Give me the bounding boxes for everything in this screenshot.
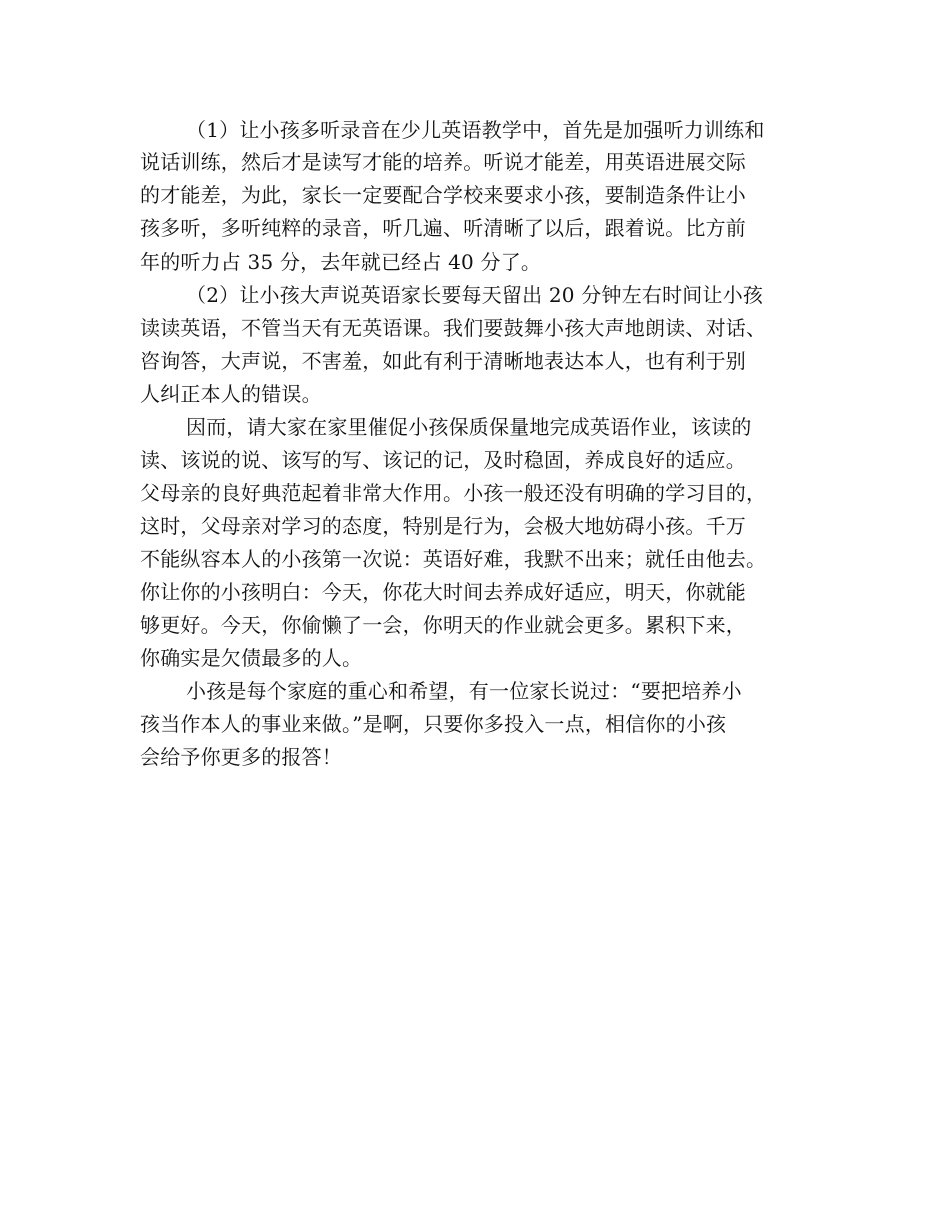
paragraph-3-line-3: 父母亲的良好典范起着非常大作用。小孩一般还没有明确的学习目的， <box>140 481 767 505</box>
paragraph-2-line-3: 咨询答，大声说，不害羞，如此有利于清晰地表达本人，也有利于别 <box>140 349 746 373</box>
paragraph-3-line-5: 不能纵容本人的小孩第一次说：英语好难，我默不出来；就任由他去。 <box>140 547 767 571</box>
paragraph-1-line-2: 说话训练，然后才是读写才能的培养。听说才能差，用英语进展交际 <box>140 150 746 174</box>
paragraph-2-line-2: 读读英语，不管当天有无英语课。我们要鼓舞小孩大声地朗读、对话、 <box>140 316 767 340</box>
paragraph-3-line-7: 够更好。今天，你偷懒了一会，你明天的作业就会更多。累积下来， <box>140 613 746 637</box>
paragraph-3-line-2: 读、该说的说、该写的写、该记的记，及时稳固，养成良好的适应。 <box>140 448 746 472</box>
paragraph-3-line-6: 你让你的小孩明白：今天，你花大时间去养成好适应，明天，你就能 <box>140 580 746 604</box>
paragraph-2-line-4: 人纠正本人的错误。 <box>140 382 322 406</box>
paragraph-4-line-2: 孩当作本人的事业来做。”是啊，只要你多投入一点，相信你的小孩 <box>140 712 727 736</box>
paragraph-1-line-3: 的才能差，为此，家长一定要配合学校来要求小孩，要制造条件让小 <box>140 183 746 207</box>
paragraph-4-line-3: 会给予你更多的报答！ <box>140 745 342 769</box>
paragraph-1-line-1: （1）让小孩多听录音在少儿英语教学中，首先是加强听力训练和 <box>186 118 765 142</box>
paragraph-1-line-4: 孩多听，多听纯粹的录音，听几遍、听清晰了以后，跟着说。比方前 <box>140 216 746 240</box>
paragraph-2-line-1: （2）让小孩大声说英语家长要每天留出 20 分钟左右时间让小孩 <box>186 283 764 307</box>
paragraph-1-line-5: 年的听力占 35 分，去年就已经占 40 分了。 <box>140 250 542 274</box>
paragraph-3-line-4: 这时，父母亲对学习的态度，特别是行为，会极大地妨碍小孩。千万 <box>140 514 746 538</box>
paragraph-4-line-1: 小孩是每个家庭的重心和希望，有一位家长说过：“要把培养小 <box>186 679 742 703</box>
paragraph-3-line-1: 因而，请大家在家里催促小孩保质保量地完成英语作业，该读的 <box>186 415 752 439</box>
paragraph-3-line-8: 你确实是欠债最多的人。 <box>140 646 363 670</box>
